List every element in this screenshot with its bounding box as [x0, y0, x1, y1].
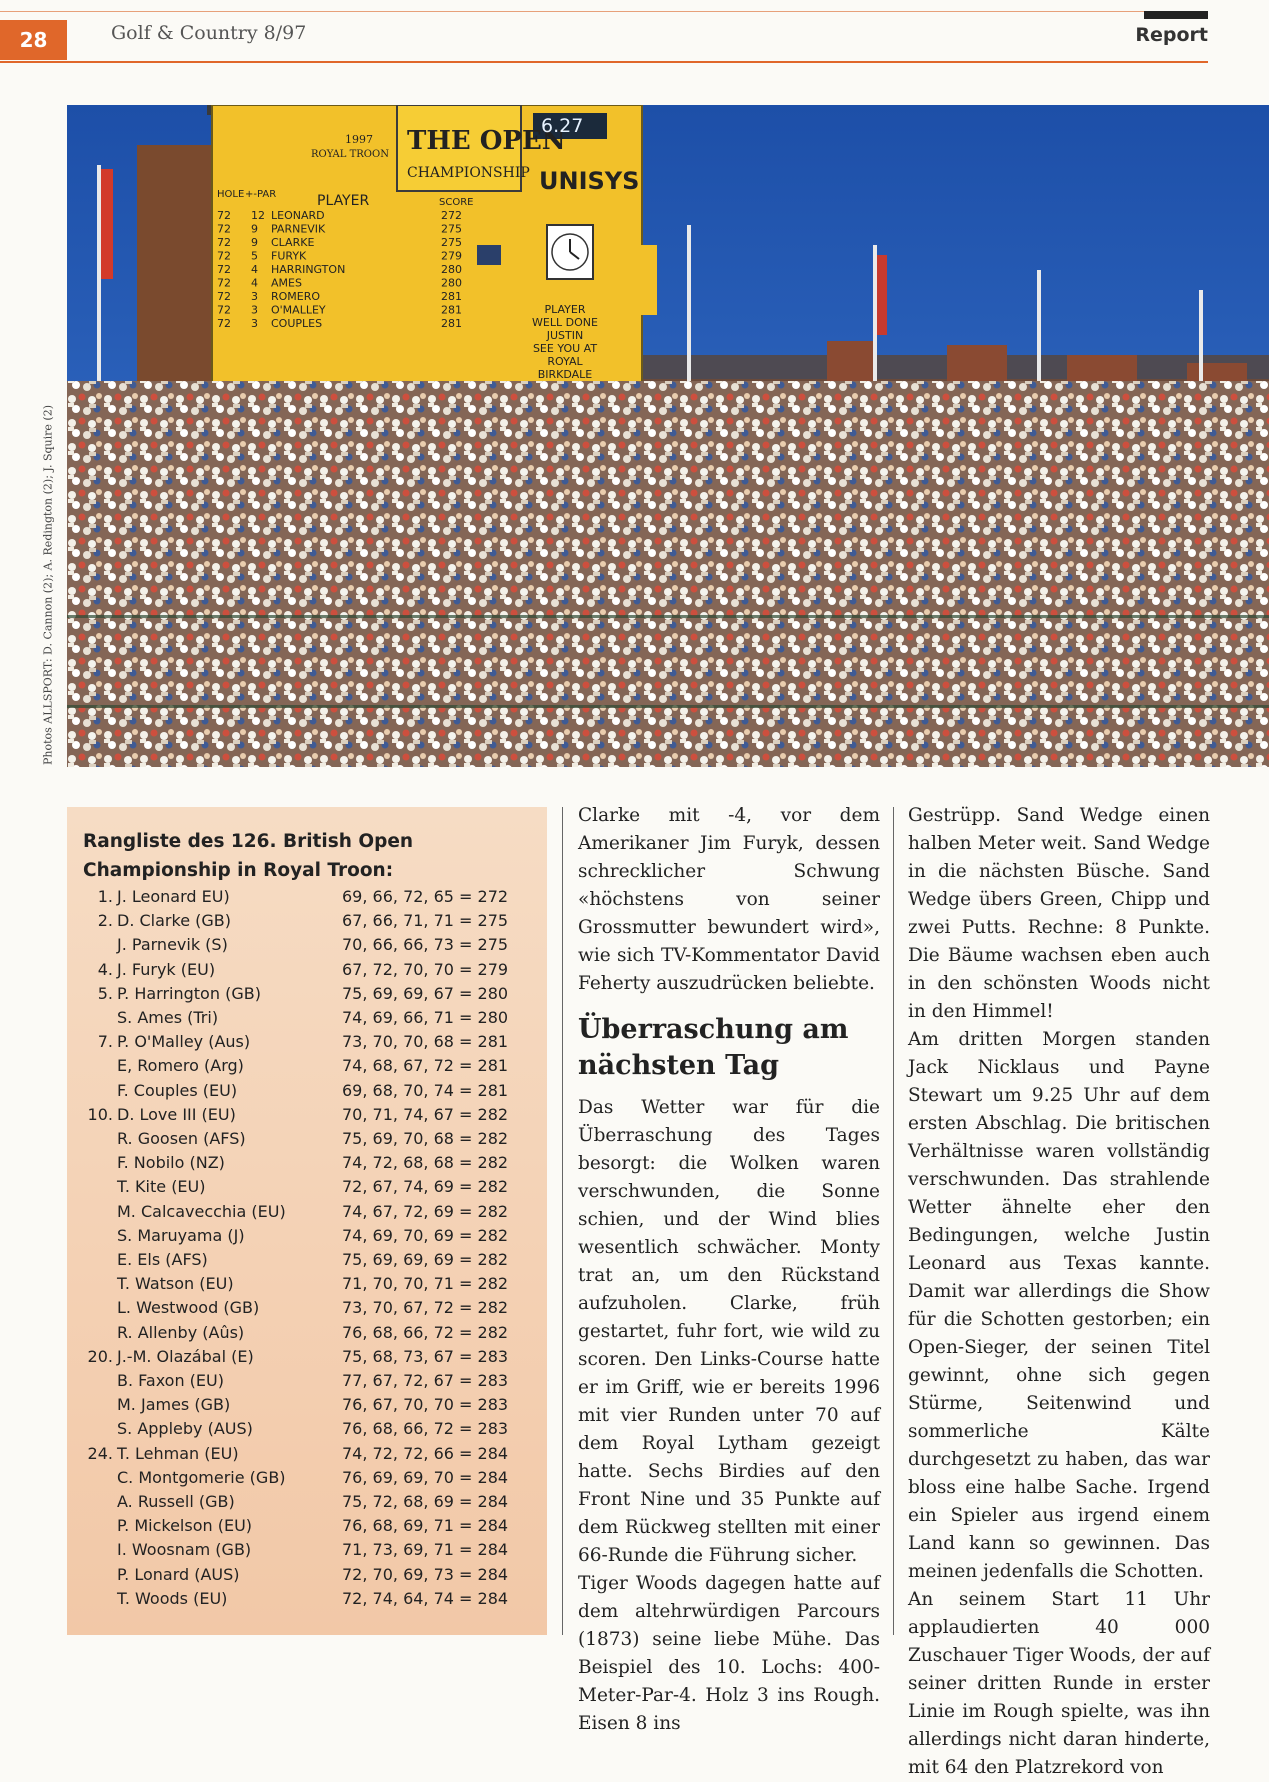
ranking-row — [67, 1202, 547, 1226]
ranking-player: D. Clarke (GB) — [117, 911, 231, 931]
photo-credit: Photos ALLSPORT: D. Cannon (2); A. Redington (2); J. Squire (2) — [41, 405, 55, 765]
ranking-player: T. Watson (EU) — [117, 1274, 234, 1294]
ranking-scores: 74, 68, 67, 72 = 281 — [342, 1056, 509, 1076]
ranking-scores: 75, 69, 69, 69 = 282 — [342, 1250, 509, 1269]
scoreboard-hole: 72 — [217, 222, 231, 236]
ranking-scores: 73, 70, 67, 72 = 282 — [342, 1298, 509, 1318]
ranking-row — [67, 1250, 547, 1274]
ranking-box — [67, 807, 547, 1635]
ranking-row — [67, 1177, 547, 1201]
ranking-scores: 75, 72, 68, 69 = 284 — [342, 1492, 509, 1511]
ranking-scores: 71, 70, 70, 71 = 282 — [342, 1274, 509, 1294]
section-marker-bar — [1144, 11, 1208, 19]
article-subheading: Überraschung am nächsten Tag — [578, 1014, 849, 1081]
ranking-row — [67, 1371, 547, 1395]
ranking-scores: 72, 67, 74, 69 = 282 — [342, 1177, 509, 1197]
ranking-player: M. Calcavecchia (EU) — [117, 1201, 286, 1221]
ranking-player: E, Romero (Arg) — [117, 1056, 244, 1076]
ranking-row — [67, 887, 547, 911]
ranking-row — [67, 1129, 547, 1153]
ranking-scores: 71, 73, 69, 71 = 284 — [342, 1540, 509, 1560]
ranking-player: S. Ames (Tri) — [117, 1008, 219, 1027]
scoreboard-message-line: BIRKDALE — [537, 368, 593, 381]
ranking-position: 1. — [97, 887, 113, 906]
ranking-player: T. Lehman (EU) — [117, 1443, 239, 1463]
ranking-scores: 73, 70, 70, 68 = 281 — [342, 1032, 509, 1052]
ranking-row — [67, 1395, 547, 1419]
ranking-scores: 75, 69, 69, 67 = 280 — [342, 983, 509, 1003]
ranking-player: J.-M. Olazábal (E) — [117, 1346, 254, 1366]
scoreboard-player: CLARKE — [271, 236, 315, 249]
ranking-position: 2. — [97, 911, 113, 931]
scoreboard-message-line: SEE YOU AT — [532, 342, 598, 355]
article-paragraph: Am dritten Morgen standen Jack Nicklaus und Payne Stewart um 9.25 Uhr auf dem ersten Abschlag. Die britischen Verhältnisse waren vollständig verschwunden. Das strahlende Wetter ähnelte eher den Bedingungen, welche Justin Leonard aus Texas kannte. Damit war allerdings die Show für die Schotten gestorben; ein Open-Sieger, der seinen Titel gewinnt, ohne sich gegen Stürme, Seitenwind und sommerliche Kälte durchgesetzt zu haben, das war bloss eine halbe Sache. Irgend ein Spieler aus irgend einem Land kann so gewinnen. Das meinen jedenfalls die Schotten. — [908, 1029, 1210, 1582]
scoreboard-score: 281 — [441, 303, 462, 317]
scoreboard-hole: 72 — [217, 249, 231, 263]
article-column-1 — [578, 802, 880, 1738]
ranking-row — [67, 1540, 547, 1564]
scoreboard-message-line: PLAYER — [544, 303, 586, 316]
ranking-scores: 70, 66, 66, 73 = 275 — [342, 935, 509, 955]
ranking-position: 10. — [87, 1104, 113, 1124]
scoreboard-score: 275 — [441, 236, 462, 249]
scoreboard-player: HARRINGTON — [271, 263, 346, 276]
ranking-player: A. Russell (GB) — [117, 1492, 235, 1511]
ranking-player: B. Faxon (EU) — [117, 1371, 224, 1390]
ranking-position: 24. — [87, 1443, 113, 1463]
column-rule-2 — [893, 807, 894, 1635]
ranking-row — [67, 1347, 547, 1371]
ranking-scores: 67, 72, 70, 70 = 279 — [342, 959, 509, 979]
scoreboard-hole: 72 — [217, 317, 231, 330]
scoreboard-venue: ROYAL TROON — [311, 149, 389, 160]
ranking-player: R. Goosen (AFS) — [117, 1129, 246, 1148]
scoreboard-year: 1997 — [345, 133, 373, 146]
scoreboard-par: 3 — [251, 303, 258, 317]
scoreboard-col-par: +-PAR — [245, 189, 277, 200]
magazine-title: Golf & Country 8/97 — [111, 22, 307, 44]
scoreboard-col-player: PLAYER — [317, 193, 370, 209]
ranking-row — [67, 1153, 547, 1177]
scoreboard-par: 3 — [251, 317, 258, 330]
article-intro-paragraph: Clarke mit -4, vor dem Amerikaner Jim Furyk, dessen schrecklicher Schwung «höchstens von seiner Grossmutter bewundert wird», wie sich TV-Kommentator David Feherty auszudrücken beliebte. — [578, 805, 880, 994]
ranking-row — [67, 1008, 547, 1032]
scoreboard-par: 5 — [251, 249, 258, 263]
scoreboard-hole: 72 — [217, 276, 231, 290]
scoreboard-player: O'MALLEY — [271, 303, 326, 317]
ranking-row — [67, 1032, 547, 1056]
scoreboard-hole: 72 — [217, 236, 231, 249]
scoreboard-message-line: ROYAL — [547, 355, 583, 368]
ranking-position: 5. — [97, 983, 113, 1003]
ranking-scores: 74, 69, 70, 69 = 282 — [342, 1225, 509, 1245]
scoreboard-score: 280 — [441, 263, 462, 276]
article-paragraph: Tiger Woods dagegen hatte auf dem altehrwürdigen Parcours (1873) seine liebe Mühe. Das Beispiel des 10. Lochs: 400-Meter-Par-4. Holz 3 ins Rough. Eisen 8 ins — [578, 1573, 880, 1734]
scoreboard-score: 272 — [441, 209, 462, 222]
scoreboard-par: 4 — [251, 276, 258, 290]
scoreboard-logo-top: THE OPEN — [407, 126, 566, 156]
scoreboard-hole: 72 — [217, 303, 231, 317]
ranking-scores: 72, 70, 69, 73 = 284 — [342, 1564, 509, 1584]
ranking-scores: 67, 66, 71, 71 = 275 — [342, 911, 509, 931]
scoreboard-col-score: SCORE — [439, 197, 474, 208]
ranking-row — [67, 1081, 547, 1105]
scoreboard-hole: 72 — [217, 209, 231, 222]
scoreboard-message-line: JUSTIN — [546, 329, 584, 342]
header-bottom-rule — [0, 61, 1208, 63]
ranking-title: Rangliste des 126. British Open Championship in Royal Troon: — [83, 831, 414, 881]
scoreboard-player: LEONARD — [271, 209, 325, 222]
scoreboard-score: 279 — [441, 249, 462, 263]
ranking-scores: 76, 68, 66, 72 = 282 — [342, 1322, 509, 1342]
ranking-row — [67, 1298, 547, 1322]
ranking-scores: 76, 69, 69, 70 = 284 — [342, 1467, 509, 1487]
ranking-row — [67, 1589, 547, 1613]
column-rule-1 — [562, 807, 563, 1635]
ranking-player: P. Harrington (GB) — [117, 983, 261, 1003]
ranking-player: J. Parnevik (S) — [117, 935, 228, 955]
ranking-player: M. James (GB) — [117, 1395, 231, 1415]
scoreboard-player: ROMERO — [271, 290, 321, 303]
ranking-position: 7. — [97, 1032, 113, 1052]
ranking-player: T. Kite (EU) — [117, 1177, 206, 1197]
ranking-row — [67, 1516, 547, 1540]
ranking-scores: 76, 68, 69, 71 = 284 — [342, 1516, 509, 1536]
ranking-player: C. Montgomerie (GB) — [117, 1467, 286, 1487]
ranking-row — [67, 1323, 547, 1347]
ranking-row — [67, 984, 547, 1008]
ranking-scores: 74, 72, 68, 68 = 282 — [342, 1153, 509, 1173]
ranking-player: F. Nobilo (NZ) — [117, 1153, 225, 1173]
ranking-row — [67, 1468, 547, 1492]
scoreboard-score: 280 — [441, 276, 462, 290]
scoreboard-par: 3 — [251, 290, 258, 303]
scoreboard-par: 4 — [251, 263, 258, 276]
scoreboard-player: COUPLES — [271, 317, 323, 330]
ranking-scores: 69, 66, 72, 65 = 272 — [342, 887, 509, 906]
page-number: 28 — [0, 20, 67, 60]
scoreboard-col-hole: HOLE — [217, 189, 245, 200]
ranking-scores: 76, 67, 70, 70 = 283 — [342, 1395, 509, 1415]
ranking-row — [67, 1274, 547, 1298]
ranking-row — [67, 1444, 547, 1468]
article-paragraph: Das Wetter war für die Überraschung des Tages besorgt: die Wolken waren verschwunden, die Sonne schien, und der Wind blies wesentlich schwächer. Monty trat an, um den Rückstand aufzuholen. Clarke, früh gestartet, fuhr fort, wie wild zu scoren. Den Links-Course hatte er im Griff, wie er bereits 1996 mit vier Runden unter 70 auf dem Royal Lytham gezeigt hatte. Sechs Birdies auf den Front Nine und 35 Punkte auf dem Rückweg stellten mit einer 66-Runde die Führung sicher. — [578, 1097, 880, 1566]
scoreboard-par: 12 — [251, 209, 265, 222]
scoreboard-score: 275 — [441, 222, 462, 236]
ranking-scores: 72, 74, 64, 74 = 284 — [342, 1588, 509, 1608]
ranking-player: D. Love III (EU) — [117, 1104, 236, 1124]
grandstand-photo — [67, 105, 1269, 767]
scoreboard-score: 281 — [441, 317, 462, 330]
ranking-scores: 74, 67, 72, 69 = 282 — [342, 1201, 509, 1221]
ranking-position: 4. — [97, 959, 113, 979]
scoreboard-clock: 6.27 — [541, 115, 584, 137]
scoreboard-message-line: WELL DONE — [532, 316, 598, 329]
ranking-player: L. Westwood (GB) — [117, 1298, 260, 1318]
ranking-row — [67, 911, 547, 935]
ranking-scores: 69, 68, 70, 74 = 281 — [342, 1080, 509, 1100]
ranking-player: P. Lonard (AUS) — [117, 1564, 240, 1584]
scoreboard-par: 9 — [251, 236, 258, 249]
ranking-player: P. O'Malley (Aus) — [117, 1032, 251, 1052]
scoreboard-player: FURYK — [271, 249, 307, 263]
scoreboard-score: 281 — [441, 290, 462, 303]
scoreboard-sponsor: UNISYS — [539, 167, 640, 195]
section-label: Report — [1135, 24, 1208, 46]
scoreboard-message — [532, 303, 598, 394]
article-paragraph: Gestrüpp. Sand Wedge einen halben Meter weit. Sand Wedge in die nächsten Büsche. Sand Wedge übers Green, Chipp und zwei Putts. Rechne: 8 Punkte. Die Bäume wachsen eben auch in den schönsten Woods nicht in den Himmel! — [908, 805, 1210, 1022]
ranking-player: S. Maruyama (J) — [117, 1225, 245, 1245]
ranking-scores: 74, 69, 66, 71 = 280 — [342, 1008, 509, 1027]
ranking-scores: 76, 68, 66, 72 = 283 — [342, 1419, 509, 1439]
article-column-2 — [908, 802, 1210, 1782]
ranking-scores: 77, 67, 72, 67 = 283 — [342, 1371, 509, 1390]
scoreboard-logo-bottom: CHAMPIONSHIP — [407, 165, 530, 181]
article-paragraph: An seinem Start 11 Uhr applaudierten 40 000 Zuschauer Tiger Woods, der auf seiner dritten Runde in erster Linie im Rough spielte, was ihn allerdings nicht daran hinderte, mit 64 den Platzrekord von — [908, 1589, 1210, 1778]
scoreboard-par: 9 — [251, 222, 258, 236]
header-rule — [0, 11, 1208, 12]
ranking-scores: 75, 69, 70, 68 = 282 — [342, 1129, 509, 1148]
ranking-row — [67, 1419, 547, 1443]
ranking-player: I. Woosnam (GB) — [117, 1540, 252, 1560]
ranking-row — [67, 1565, 547, 1589]
ranking-player: J. Leonard EU) — [117, 887, 230, 906]
ranking-player: S. Appleby (AUS) — [117, 1419, 253, 1439]
ranking-player: E. Els (AFS) — [117, 1250, 208, 1269]
ranking-scores: 70, 71, 74, 67 = 282 — [342, 1104, 509, 1124]
ranking-row — [67, 1056, 547, 1080]
ranking-row — [67, 960, 547, 984]
ranking-player: F. Couples (EU) — [117, 1080, 238, 1100]
ranking-player: J. Furyk (EU) — [117, 959, 216, 979]
ranking-row — [67, 1105, 547, 1129]
scoreboard-hole: 72 — [217, 263, 231, 276]
ranking-scores: 75, 68, 73, 67 = 283 — [342, 1346, 509, 1366]
ranking-row — [67, 935, 547, 959]
ranking-row — [67, 1492, 547, 1516]
scoreboard-player: PARNEVIK — [271, 222, 326, 236]
ranking-player: R. Allenby (Aûs) — [117, 1322, 245, 1342]
scoreboard-player: AMES — [271, 276, 302, 290]
ranking-position: 20. — [87, 1346, 113, 1366]
ranking-player: P. Mickelson (EU) — [117, 1516, 253, 1536]
ranking-row — [67, 1226, 547, 1250]
ranking-player: T. Woods (EU) — [117, 1588, 228, 1608]
scoreboard-hole: 72 — [217, 290, 231, 303]
ranking-scores: 74, 72, 72, 66 = 284 — [342, 1443, 509, 1463]
